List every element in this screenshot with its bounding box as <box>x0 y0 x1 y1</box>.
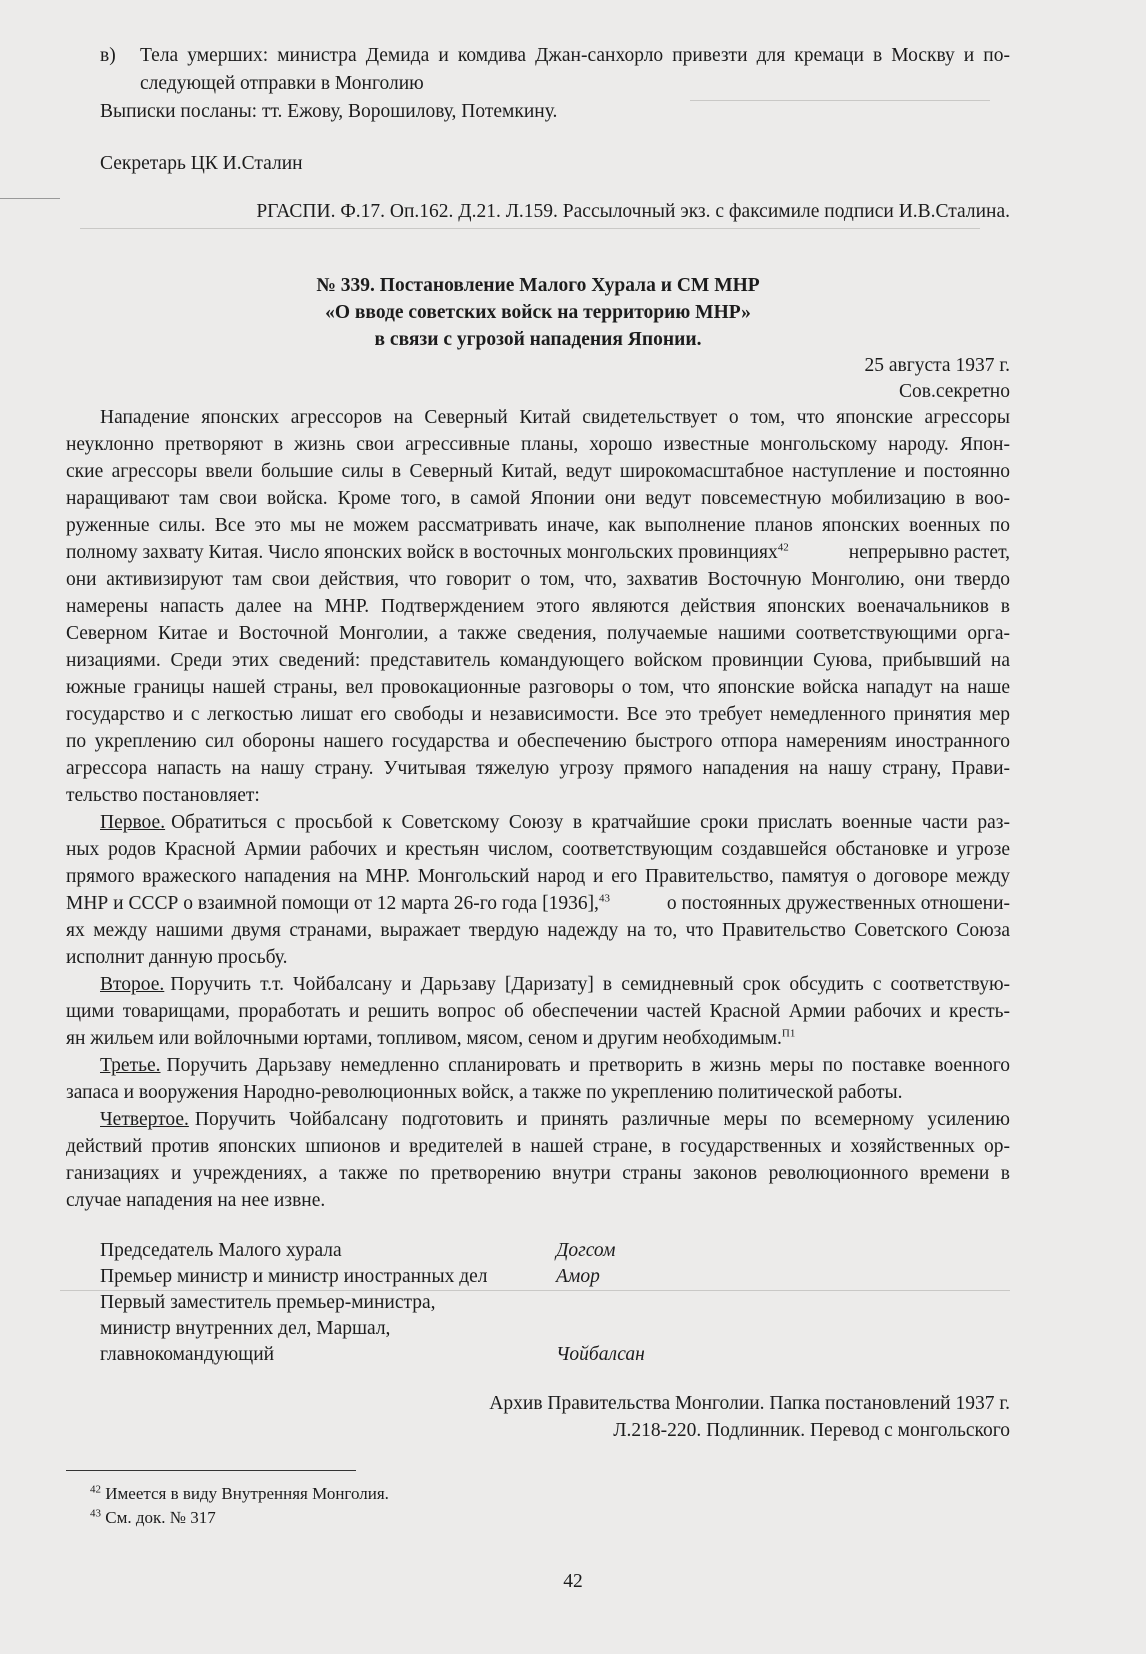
body-line: государство и с легкостью лишат его свободы и независимости. Все это требует немедленного принятия мер <box>66 704 1010 725</box>
signatory-title: Премьер министр и министр иностранных дел <box>100 1266 488 1287</box>
body-line: Обратиться с просьбой к Советскому Союзу в кратчайшие сроки прислать военные части раз- <box>171 812 1010 833</box>
point-second-line <box>66 971 1010 999</box>
body-line: ях между нашими двумя странами, выражает твердую надежду на то, что Правительство Советского Союза <box>66 920 1010 941</box>
point-label-second: Второе. <box>100 974 165 995</box>
body-line: Северном Китае и Восточной Монголии, а также сведения, получаемые нашими соответствующими орга- <box>66 623 1010 644</box>
body-line: прямого вражеского нападения на МНР. Монгольский народ и его Правительство, памятуя о договоре между <box>66 866 1010 887</box>
point-label-first: Первое. <box>100 812 166 833</box>
body-line: щими товарищами, проработать и решить вопрос об обеспечении частей Красной Армии рабочих и кресть- <box>66 1001 1010 1022</box>
scan-mark <box>0 198 60 199</box>
footnote <box>90 1482 389 1506</box>
footnote-text: Имеется в виду Внутренняя Монголия. <box>105 1484 389 1503</box>
point-first-line <box>66 809 1010 837</box>
signatory-title: министр внутренних дел, Маршал, <box>100 1318 391 1339</box>
secrecy-stamp: Сов.секретно <box>899 381 1010 402</box>
signatory-title: главнокомандующий <box>100 1344 275 1365</box>
page-number: 42 <box>563 1571 583 1592</box>
body-line <box>66 1025 1010 1053</box>
document-title: № 339. Постановление Малого Хурала и СМ МНР <box>316 275 760 296</box>
body-line: низациями. Среди этих сведений: представитель командующего войском провинции Суюва, прибывший на <box>66 650 1010 671</box>
body-line <box>66 539 1010 567</box>
publisher-note-mark: П1 <box>781 1027 796 1040</box>
footnote-mark: 43 <box>90 1507 101 1520</box>
point-fourth-line <box>66 1106 1010 1134</box>
body-line: южные границы нашей страны, вел провокационные разговоры о том, что японские войска нападут на наше <box>66 677 1010 698</box>
signatory-name: Амор <box>556 1266 600 1287</box>
body-line: тельство постановляет: <box>66 785 260 806</box>
item-text-line: следующей отправки в Монголию <box>140 73 424 94</box>
secretary-signature: Секретарь ЦК И.Сталин <box>100 153 303 174</box>
body-line: запаса и вооружения Народно-революционных войск, а также по укреплению политической работы. <box>66 1082 903 1103</box>
body-line: действий против японских шпионов и вредителей в нашей стране, в государственных и хозяйственных ор- <box>66 1136 1010 1157</box>
footnote <box>90 1506 216 1530</box>
body-line-part: о постоянных дружественных отношени- <box>666 893 1010 914</box>
document-date: 25 августа 1937 г. <box>864 355 1010 376</box>
body-line: Поручить Чойбалсану подготовить и принять различные меры по всемерному усилению <box>194 1109 1010 1130</box>
point-label-fourth: Четвертое. <box>100 1109 189 1130</box>
body-line: неуклонно претворяют в жизнь свои агрессивные планы, хорошо известные монгольскому народу. Япон- <box>66 434 1010 455</box>
body-line: по укреплению сил обороны нашего государства и обеспечению быстрого отпора намерениям иностранного <box>66 731 1010 752</box>
body-line-part: ян жильем или войлочными юртами, топливом, мясом, сеном и другим необходимым. <box>66 1028 782 1049</box>
signatory-name: Догсом <box>556 1240 616 1261</box>
body-line: они активизируют там свои действия, что говорит о том, что, захватив Восточную Монголию, они твердо <box>66 569 1010 590</box>
body-line: случае нападения на нее извне. <box>66 1190 326 1211</box>
body-line <box>66 890 1010 918</box>
body-line: ские агрессоры ввели большие силы в Северный Китай, ведут широкомасштабное наступление и постоянно <box>66 461 1010 482</box>
body-line: ганизациях и учреждениях, а также по претворению внутри страны законов революционного времени в <box>66 1163 1010 1184</box>
archive-citation: Л.218-220. Подлинник. Перевод с монгольского <box>613 1420 1010 1441</box>
body-line: Поручить Дарьзаву немедленно спланировать и претворить в жизнь меры по поставке военного <box>166 1055 1010 1076</box>
footnote-ref-42: 42 <box>777 541 789 554</box>
source-citation: РГАСПИ. Ф.17. Оп.162. Д.21. Л.159. Рассылочный экз. с факсимиле подписи И.В.Сталина. <box>256 201 1010 222</box>
body-line: наращивают там свои войска. Кроме того, в самой Японии они ведут повсеместную мобилизацию в воо- <box>66 488 1010 509</box>
signatory-title: Председатель Малого хурала <box>100 1240 342 1261</box>
extracts-sent: Выписки посланы: тт. Ежову, Ворошилову, Потемкину. <box>100 101 558 122</box>
document-title: «О вводе советских войск на территорию МНР» <box>325 302 751 323</box>
item-label: в) <box>100 45 116 66</box>
document-title: в связи с угрозой нападения Японии. <box>374 329 702 350</box>
signatory-name: Чойбалсан <box>556 1344 645 1365</box>
bleed-through-line <box>80 228 980 229</box>
body-line: ных родов Красной Армии рабочих и крестьян числом, соответствующим создавшейся обстановке и угрозе <box>66 839 1010 860</box>
footnote-mark: 42 <box>90 1483 101 1496</box>
body-line: агрессора напасть на нашу страну. Учитывая тяжелую угрозу прямого нападения на нашу страну, Прави- <box>66 758 1010 779</box>
signatory-title: Первый заместитель премьер-министра, <box>100 1292 436 1313</box>
footnote-ref-43: 43 <box>598 892 610 905</box>
body-line-part: МНР и СССР о взаимной помощи от 12 марта 26-го года [1936], <box>66 893 599 914</box>
body-line-part: полному захвату Китая. Число японских войск в восточных монгольских провинциях <box>66 542 778 563</box>
point-label-third: Третье. <box>100 1055 161 1076</box>
body-line: руженные силы. Все это мы не можем рассматривать иначе, как выполнение планов японских военных по <box>66 515 1010 536</box>
bleed-through-line <box>690 100 990 101</box>
body-line-part: непрерывно растет, <box>848 542 1010 563</box>
body-line: Нападение японских агрессоров на Северный Китай свидетельствует о том, что японские агрессоры <box>100 407 1010 428</box>
footnote-divider <box>66 1470 356 1471</box>
body-line: Поручить т.т. Чойбалсану и Дарьзаву [Даризату] в семидневный срок обсудить с соответствую- <box>170 974 1010 995</box>
body-line: намерены напасть далее на МНР. Подтверждением этого являются действия японских военачальников в <box>66 596 1010 617</box>
body-line: исполнит данную просьбу. <box>66 947 288 968</box>
point-third-line <box>66 1052 1010 1080</box>
archive-citation: Архив Правительства Монголии. Папка постановлений 1937 г. <box>489 1393 1010 1414</box>
item-text-line: Тела умерших: министра Демида и комдива Джан-санхорло привезти для кремаци в Москву и по- <box>140 45 1010 66</box>
footnote-text: См. док. № 317 <box>105 1508 216 1527</box>
